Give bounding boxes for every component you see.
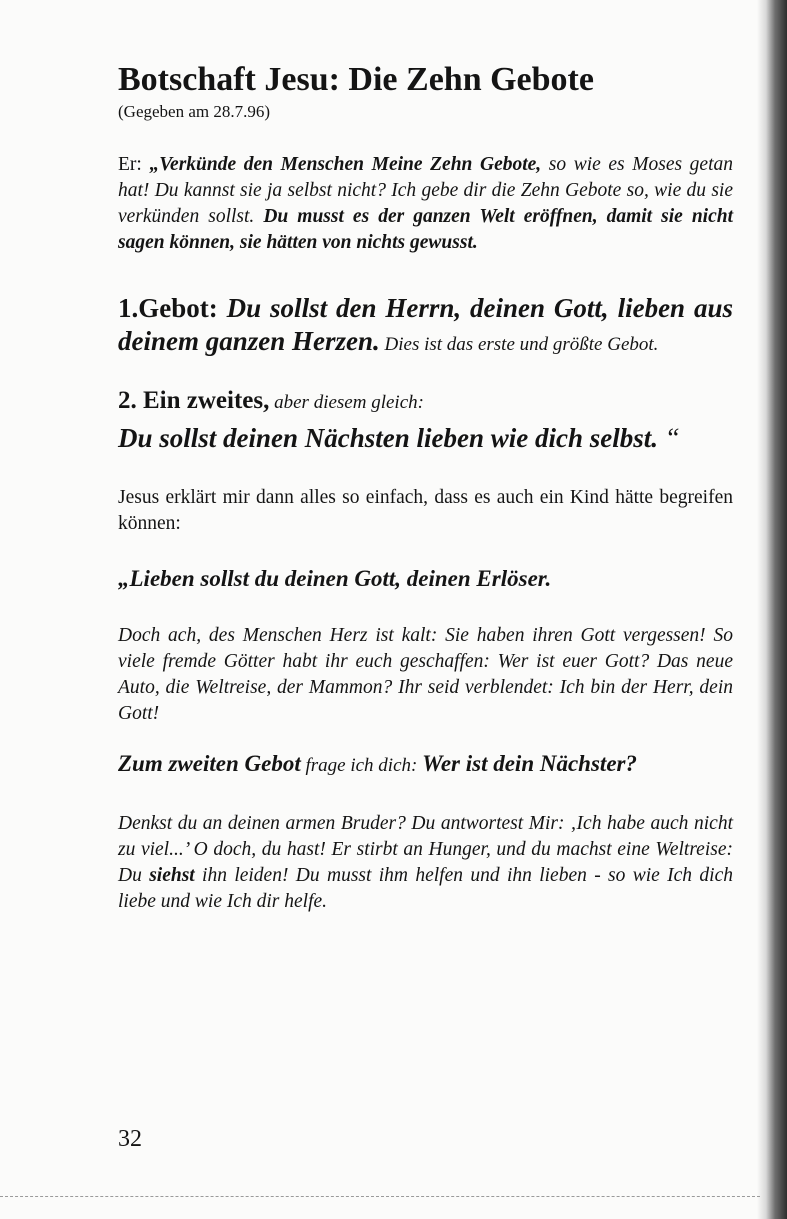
- explanation-paragraph: Jesus erklärt mir dann alles so einfach, dass es auch ein Kind hätte begreifen können:: [118, 487, 733, 534]
- page-content: [118, 60, 733, 915]
- gebot-1-label: 1.Gebot:: [118, 293, 227, 323]
- denkst-paragraph: [118, 811, 733, 915]
- gebot-2-heading: [118, 386, 733, 418]
- gebot-1-paragraph: [118, 292, 733, 358]
- gebot-2-block: [118, 386, 733, 455]
- gebot-1-commandment: Du sollst den Herrn, deinen Gott, lieben aus deinem ganzen Herzen.: [118, 293, 733, 356]
- gebot-2-close-quote: “: [658, 423, 680, 453]
- book-spine-shadow: [757, 0, 787, 1219]
- zweiten-gebot-label: Zum zweiten Gebot: [118, 751, 301, 776]
- intro-speaker: Er:: [118, 154, 150, 175]
- denkst-part-1: Denkst du an deinen armen Bruder? Du antwortest Mir: ‚Ich habe auch nicht zu viel...’ O doch, du hast! Er stirbt an Hunger, und du machst eine Weltreise: Du: [118, 813, 733, 886]
- gebot-2-label-cont: aber diesem gleich:: [269, 392, 424, 413]
- intro-paragraph: [118, 152, 733, 256]
- denkst-bold: siehst: [149, 865, 195, 886]
- gebot-2-label: 2. Ein zweites,: [118, 387, 270, 414]
- page-subtitle: (Gegeben am 28.7.96): [118, 102, 271, 121]
- zweiten-gebot-paragraph: [118, 749, 733, 781]
- bottom-scan-line: [0, 1196, 760, 1197]
- denkst-part-2: ihn leiden! Du musst ihm helfen und ihn lieben - so wie Ich dich liebe und wie Ich dir helfe.: [118, 865, 733, 912]
- zweiten-gebot-question-intro: frage ich dich:: [300, 755, 423, 776]
- intro-quote-mid: so wie es Moses getan hat! Du kannst sie ja selbst nicht? Ich gebe dir die Zehn Gebote so, wie du sie verkünden sollst.: [118, 154, 734, 227]
- intro-quote-end: Du musst es der ganzen Welt eröffnen, damit sie nicht sagen können, sie hätten von nichts gewusst.: [118, 206, 733, 253]
- page-number: 32: [118, 1126, 142, 1152]
- intro-quote-bold: „Verkünde den Menschen Meine Zehn Gebote,: [149, 154, 542, 175]
- lieben-heading: „Lieben sollst du deinen Gott, deinen Erlöser.: [118, 566, 552, 591]
- gebot-2-commandment: Du sollst deinen Nächsten lieben wie dich selbst.: [118, 423, 659, 453]
- zweiten-gebot-question: Wer ist dein Nächster?: [422, 751, 637, 776]
- page-title: Botschaft Jesu: Die Zehn Gebote: [118, 61, 594, 98]
- doch-paragraph: Doch ach, des Menschen Herz ist kalt: Sie haben ihren Gott vergessen! So viele fremde Götter habt ihr euch geschaffen: Wer ist euer Gott? Das neue Auto, die Weltreise, der Mammon? Ihr seid verblendet: Ich bin der Herr, dein Gott!: [118, 625, 733, 724]
- gebot-2-paragraph: [118, 422, 733, 455]
- gebot-1-note: Dies ist das erste und größte Gebot.: [379, 334, 659, 355]
